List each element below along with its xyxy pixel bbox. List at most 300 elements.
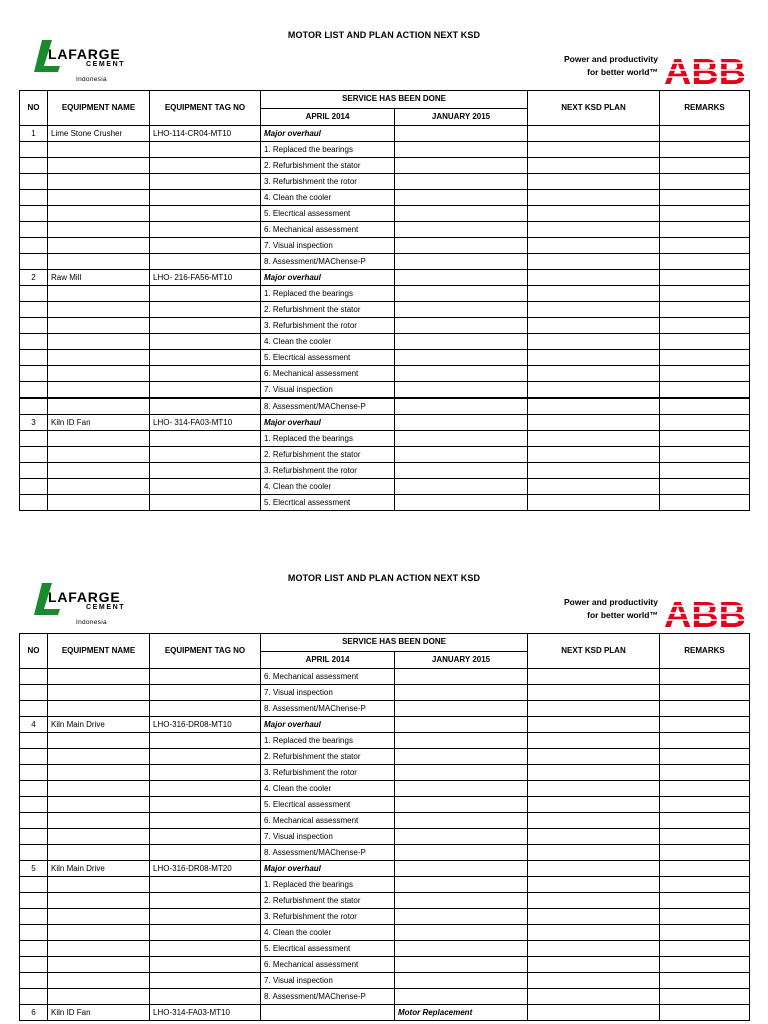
cell-remarks	[660, 685, 750, 701]
abb-tagline	[564, 53, 658, 79]
table-row	[20, 479, 750, 495]
cell-remarks	[660, 318, 750, 334]
cell-january-2015	[395, 765, 528, 781]
table-row	[20, 366, 750, 382]
cell-next-ksd-plan	[528, 302, 660, 318]
cell-equipment-name	[48, 142, 150, 158]
cell-january-2015	[395, 334, 528, 350]
table-row	[20, 318, 750, 334]
abb-tagline	[564, 596, 658, 622]
cell-remarks	[660, 733, 750, 749]
cell-tag-no: LHO-316-DR08-MT10	[150, 717, 261, 733]
cell-april-2014: 6. Mechanical assessment	[261, 366, 395, 382]
cell-april-2014: 3. Refurbishment the rotor	[261, 174, 395, 190]
cell-no	[20, 701, 48, 717]
cell-january-2015	[395, 733, 528, 749]
page-title: MOTOR LIST AND PLAN ACTION NEXT KSD	[287, 573, 481, 583]
cell-tag-no	[150, 813, 261, 829]
cell-tag-no	[150, 318, 261, 334]
cell-no: 2	[20, 270, 48, 286]
table-row	[20, 989, 750, 1005]
cell-equipment-name: Lime Stone Crusher	[48, 126, 150, 142]
cell-tag-no	[150, 733, 261, 749]
cell-equipment-name: Kiln Main Drive	[48, 861, 150, 877]
cell-next-ksd-plan	[528, 158, 660, 174]
cell-tag-no	[150, 925, 261, 941]
cell-january-2015	[395, 877, 528, 893]
cell-remarks	[660, 813, 750, 829]
header-next-plan: NEXT KSD PLAN	[528, 634, 660, 669]
cell-next-ksd-plan	[528, 989, 660, 1005]
cell-next-ksd-plan	[528, 366, 660, 382]
cell-january-2015	[395, 126, 528, 142]
cell-tag-no	[150, 334, 261, 350]
cell-no	[20, 366, 48, 382]
cell-april-2014: 3. Refurbishment the rotor	[261, 463, 395, 479]
cell-remarks	[660, 334, 750, 350]
cell-next-ksd-plan	[528, 765, 660, 781]
cell-april-2014: 5. Elecrtical assessment	[261, 797, 395, 813]
cell-tag-no	[150, 463, 261, 479]
cell-no: 3	[20, 415, 48, 431]
cell-april-2014: 2. Refurbishment the stator	[261, 749, 395, 765]
abb-logo	[664, 597, 746, 629]
header-january: JANUARY 2015	[395, 651, 528, 669]
cell-equipment-name	[48, 431, 150, 447]
cell-remarks	[660, 957, 750, 973]
cell-january-2015	[395, 685, 528, 701]
cell-tag-no	[150, 957, 261, 973]
cell-april-2014: 8. Assessment/MAChense-P	[261, 845, 395, 861]
cell-remarks	[660, 925, 750, 941]
cell-april-2014: Major overhaul	[261, 415, 395, 431]
cell-remarks	[660, 989, 750, 1005]
cell-remarks	[660, 126, 750, 142]
cell-april-2014: 8. Assessment/MAChense-P	[261, 254, 395, 270]
cell-remarks	[660, 190, 750, 206]
cell-april-2014: 1. Replaced the bearings	[261, 431, 395, 447]
cell-january-2015	[395, 415, 528, 431]
cell-no	[20, 479, 48, 495]
header-no: NO	[20, 634, 48, 669]
cell-no	[20, 797, 48, 813]
table-row	[20, 270, 750, 286]
cell-april-2014: 6. Mechanical assessment	[261, 813, 395, 829]
table-row	[20, 1005, 750, 1021]
cell-next-ksd-plan	[528, 717, 660, 733]
cell-no	[20, 463, 48, 479]
cell-equipment-name	[48, 334, 150, 350]
cell-remarks	[660, 254, 750, 270]
cell-no	[20, 685, 48, 701]
cell-remarks	[660, 447, 750, 463]
cell-equipment-name	[48, 813, 150, 829]
header-january: JANUARY 2015	[395, 108, 528, 126]
table-row	[20, 717, 750, 733]
cell-no	[20, 749, 48, 765]
cell-remarks	[660, 382, 750, 399]
cell-equipment-name	[48, 845, 150, 861]
cell-remarks	[660, 941, 750, 957]
cell-no	[20, 286, 48, 302]
header-tag-no: EQUIPMENT TAG NO	[150, 91, 261, 126]
cell-no: 5	[20, 861, 48, 877]
cell-april-2014: 7. Visual inspection	[261, 973, 395, 989]
cell-tag-no	[150, 845, 261, 861]
cell-remarks	[660, 701, 750, 717]
cell-tag-no	[150, 989, 261, 1005]
cell-april-2014: 7. Visual inspection	[261, 238, 395, 254]
cell-next-ksd-plan	[528, 893, 660, 909]
table-row	[20, 685, 750, 701]
cell-next-ksd-plan	[528, 479, 660, 495]
cell-equipment-name	[48, 302, 150, 318]
lafarge-country: Indonesia	[76, 76, 107, 83]
cell-tag-no	[150, 190, 261, 206]
cell-next-ksd-plan	[528, 447, 660, 463]
cell-no	[20, 398, 48, 415]
cell-tag-no	[150, 909, 261, 925]
cell-next-ksd-plan	[528, 415, 660, 431]
cell-april-2014: 8. Assessment/MAChense-P	[261, 398, 395, 415]
table-row	[20, 302, 750, 318]
cell-next-ksd-plan	[528, 254, 660, 270]
cell-remarks	[660, 909, 750, 925]
cell-next-ksd-plan	[528, 174, 660, 190]
cell-no	[20, 334, 48, 350]
cell-tag-no	[150, 286, 261, 302]
table-row	[20, 861, 750, 877]
cell-no	[20, 318, 48, 334]
cell-equipment-name	[48, 495, 150, 511]
cell-april-2014: 7. Visual inspection	[261, 382, 395, 399]
cell-remarks	[660, 463, 750, 479]
cell-january-2015	[395, 909, 528, 925]
cell-equipment-name	[48, 957, 150, 973]
cell-january-2015	[395, 797, 528, 813]
table-row	[20, 206, 750, 222]
cell-tag-no	[150, 222, 261, 238]
cell-no	[20, 222, 48, 238]
cell-april-2014: 4. Clean the cooler	[261, 781, 395, 797]
table-row	[20, 398, 750, 415]
cell-january-2015	[395, 270, 528, 286]
cell-tag-no	[150, 398, 261, 415]
cell-tag-no	[150, 254, 261, 270]
table-row	[20, 431, 750, 447]
cell-no	[20, 174, 48, 190]
abb-tagline-line2: for better world™	[587, 67, 658, 77]
cell-april-2014: 4. Clean the cooler	[261, 334, 395, 350]
table-row	[20, 957, 750, 973]
table-row	[20, 334, 750, 350]
cell-next-ksd-plan	[528, 318, 660, 334]
table-row	[20, 190, 750, 206]
cell-remarks	[660, 415, 750, 431]
cell-january-2015	[395, 431, 528, 447]
cell-no	[20, 206, 48, 222]
cell-remarks	[660, 781, 750, 797]
cell-tag-no	[150, 158, 261, 174]
page-title: MOTOR LIST AND PLAN ACTION NEXT KSD	[287, 30, 481, 40]
cell-january-2015	[395, 254, 528, 270]
cell-next-ksd-plan	[528, 142, 660, 158]
cell-equipment-name	[48, 190, 150, 206]
cell-remarks	[660, 174, 750, 190]
cell-no	[20, 238, 48, 254]
cell-next-ksd-plan	[528, 334, 660, 350]
cell-january-2015	[395, 463, 528, 479]
cell-next-ksd-plan	[528, 238, 660, 254]
abb-logo	[664, 54, 746, 86]
table-row	[20, 158, 750, 174]
cell-equipment-name	[48, 989, 150, 1005]
cell-january-2015	[395, 398, 528, 415]
table-row	[20, 382, 750, 399]
cell-tag-no: LHO-114-CR04-MT10	[150, 126, 261, 142]
table-row	[20, 447, 750, 463]
cell-equipment-name	[48, 350, 150, 366]
cell-remarks	[660, 1005, 750, 1021]
table-row	[20, 781, 750, 797]
cell-january-2015	[395, 479, 528, 495]
cell-remarks	[660, 286, 750, 302]
cell-remarks	[660, 479, 750, 495]
cell-no	[20, 495, 48, 511]
cell-no	[20, 765, 48, 781]
cell-equipment-name	[48, 238, 150, 254]
cell-next-ksd-plan	[528, 733, 660, 749]
cell-tag-no	[150, 431, 261, 447]
cell-january-2015	[395, 861, 528, 877]
cell-next-ksd-plan	[528, 829, 660, 845]
motor-table-page2	[19, 633, 750, 1021]
cell-january-2015	[395, 989, 528, 1005]
table-body-page1	[20, 126, 750, 511]
cell-remarks	[660, 495, 750, 511]
cell-april-2014: 5. Elecrtical assessment	[261, 350, 395, 366]
cell-tag-no	[150, 701, 261, 717]
cell-next-ksd-plan	[528, 495, 660, 511]
cell-next-ksd-plan	[528, 957, 660, 973]
cell-next-ksd-plan	[528, 797, 660, 813]
cell-next-ksd-plan	[528, 431, 660, 447]
cell-equipment-name: Kiln ID Fan	[48, 415, 150, 431]
cell-january-2015	[395, 813, 528, 829]
cell-remarks	[660, 829, 750, 845]
cell-equipment-name	[48, 781, 150, 797]
cell-equipment-name	[48, 158, 150, 174]
table-row	[20, 765, 750, 781]
cell-tag-no	[150, 366, 261, 382]
cell-equipment-name	[48, 669, 150, 685]
cell-next-ksd-plan	[528, 190, 660, 206]
cell-equipment-name	[48, 893, 150, 909]
cell-next-ksd-plan	[528, 286, 660, 302]
cell-january-2015	[395, 845, 528, 861]
lafarge-cement: CEMENT	[86, 61, 126, 68]
cell-no	[20, 382, 48, 399]
lafarge-wordmark: LAFARGE	[48, 46, 121, 62]
cell-next-ksd-plan	[528, 669, 660, 685]
cell-equipment-name	[48, 254, 150, 270]
cell-equipment-name	[48, 685, 150, 701]
cell-no	[20, 431, 48, 447]
cell-next-ksd-plan	[528, 845, 660, 861]
cell-no	[20, 447, 48, 463]
cell-next-ksd-plan	[528, 126, 660, 142]
cell-remarks	[660, 270, 750, 286]
cell-remarks	[660, 797, 750, 813]
cell-april-2014: 5. Elecrtical assessment	[261, 495, 395, 511]
cell-april-2014: 6. Mechanical assessment	[261, 222, 395, 238]
cell-april-2014: 6. Mechanical assessment	[261, 669, 395, 685]
cell-no	[20, 813, 48, 829]
cell-equipment-name	[48, 973, 150, 989]
cell-january-2015	[395, 158, 528, 174]
cell-january-2015: Motor Replacement	[395, 1005, 528, 1021]
cell-no	[20, 350, 48, 366]
cell-next-ksd-plan	[528, 398, 660, 415]
cell-no	[20, 254, 48, 270]
cell-january-2015	[395, 174, 528, 190]
cell-equipment-name	[48, 174, 150, 190]
table-row	[20, 829, 750, 845]
cell-january-2015	[395, 286, 528, 302]
cell-tag-no	[150, 382, 261, 399]
cell-april-2014: 6. Mechanical assessment	[261, 957, 395, 973]
table-row	[20, 893, 750, 909]
cell-january-2015	[395, 829, 528, 845]
table-row	[20, 463, 750, 479]
table-row	[20, 669, 750, 685]
cell-equipment-name	[48, 463, 150, 479]
cell-april-2014: 8. Assessment/MAChense-P	[261, 989, 395, 1005]
cell-tag-no	[150, 685, 261, 701]
lafarge-wordmark: LAFARGE	[48, 589, 121, 605]
cell-equipment-name	[48, 941, 150, 957]
cell-equipment-name	[48, 398, 150, 415]
cell-next-ksd-plan	[528, 813, 660, 829]
cell-remarks	[660, 302, 750, 318]
cell-april-2014: Major overhaul	[261, 270, 395, 286]
cell-remarks	[660, 861, 750, 877]
cell-tag-no	[150, 829, 261, 845]
cell-april-2014: 3. Refurbishment the rotor	[261, 909, 395, 925]
cell-tag-no	[150, 941, 261, 957]
cell-april-2014: 1. Replaced the bearings	[261, 142, 395, 158]
cell-next-ksd-plan	[528, 701, 660, 717]
table-row	[20, 941, 750, 957]
cell-remarks	[660, 717, 750, 733]
cell-next-ksd-plan	[528, 1005, 660, 1021]
table-row	[20, 973, 750, 989]
cell-equipment-name	[48, 382, 150, 399]
cell-next-ksd-plan	[528, 463, 660, 479]
cell-january-2015	[395, 669, 528, 685]
cell-january-2015	[395, 190, 528, 206]
cell-tag-no	[150, 302, 261, 318]
cell-equipment-name: Kiln Main Drive	[48, 717, 150, 733]
cell-equipment-name	[48, 909, 150, 925]
cell-equipment-name	[48, 925, 150, 941]
lafarge-country: Indonesia	[76, 619, 107, 626]
cell-tag-no	[150, 350, 261, 366]
cell-january-2015	[395, 382, 528, 399]
cell-january-2015	[395, 701, 528, 717]
cell-remarks	[660, 206, 750, 222]
cell-next-ksd-plan	[528, 749, 660, 765]
cell-next-ksd-plan	[528, 941, 660, 957]
table-row	[20, 286, 750, 302]
table-row	[20, 733, 750, 749]
cell-no	[20, 957, 48, 973]
cell-no: 4	[20, 717, 48, 733]
cell-january-2015	[395, 318, 528, 334]
header-remarks: REMARKS	[660, 91, 750, 126]
cell-no: 1	[20, 126, 48, 142]
table-row	[20, 749, 750, 765]
cell-tag-no	[150, 893, 261, 909]
cell-next-ksd-plan	[528, 382, 660, 399]
table-row	[20, 222, 750, 238]
cell-january-2015	[395, 206, 528, 222]
abb-tagline-line1: Power and productivity	[564, 54, 658, 64]
header-no: NO	[20, 91, 48, 126]
cell-next-ksd-plan	[528, 973, 660, 989]
cell-remarks	[660, 366, 750, 382]
cell-april-2014: Major overhaul	[261, 861, 395, 877]
cell-no	[20, 877, 48, 893]
cell-equipment-name	[48, 733, 150, 749]
table-row	[20, 142, 750, 158]
cell-tag-no: LHO- 216-FA56-MT10	[150, 270, 261, 286]
cell-no	[20, 829, 48, 845]
cell-january-2015	[395, 925, 528, 941]
cell-next-ksd-plan	[528, 222, 660, 238]
cell-tag-no	[150, 877, 261, 893]
cell-remarks	[660, 845, 750, 861]
abb-tagline-line2: for better world™	[587, 610, 658, 620]
cell-january-2015	[395, 366, 528, 382]
table-row	[20, 797, 750, 813]
cell-no	[20, 941, 48, 957]
cell-no	[20, 302, 48, 318]
cell-tag-no: LHO-316-DR08-MT20	[150, 861, 261, 877]
cell-remarks	[660, 398, 750, 415]
cell-january-2015	[395, 781, 528, 797]
table-body-page2	[20, 669, 750, 1021]
cell-tag-no	[150, 749, 261, 765]
table-row	[20, 254, 750, 270]
cell-equipment-name	[48, 366, 150, 382]
cell-january-2015	[395, 957, 528, 973]
cell-tag-no	[150, 781, 261, 797]
cell-no	[20, 190, 48, 206]
cell-next-ksd-plan	[528, 270, 660, 286]
table-row	[20, 415, 750, 431]
cell-no	[20, 925, 48, 941]
cell-no	[20, 989, 48, 1005]
cell-no	[20, 893, 48, 909]
cell-equipment-name: Kiln ID Fan	[48, 1005, 150, 1021]
cell-april-2014: 2. Refurbishment the stator	[261, 893, 395, 909]
lafarge-logo	[32, 581, 142, 631]
cell-april-2014: 5. Elecrtical assessment	[261, 206, 395, 222]
cell-no	[20, 909, 48, 925]
cell-tag-no	[150, 669, 261, 685]
cell-january-2015	[395, 973, 528, 989]
